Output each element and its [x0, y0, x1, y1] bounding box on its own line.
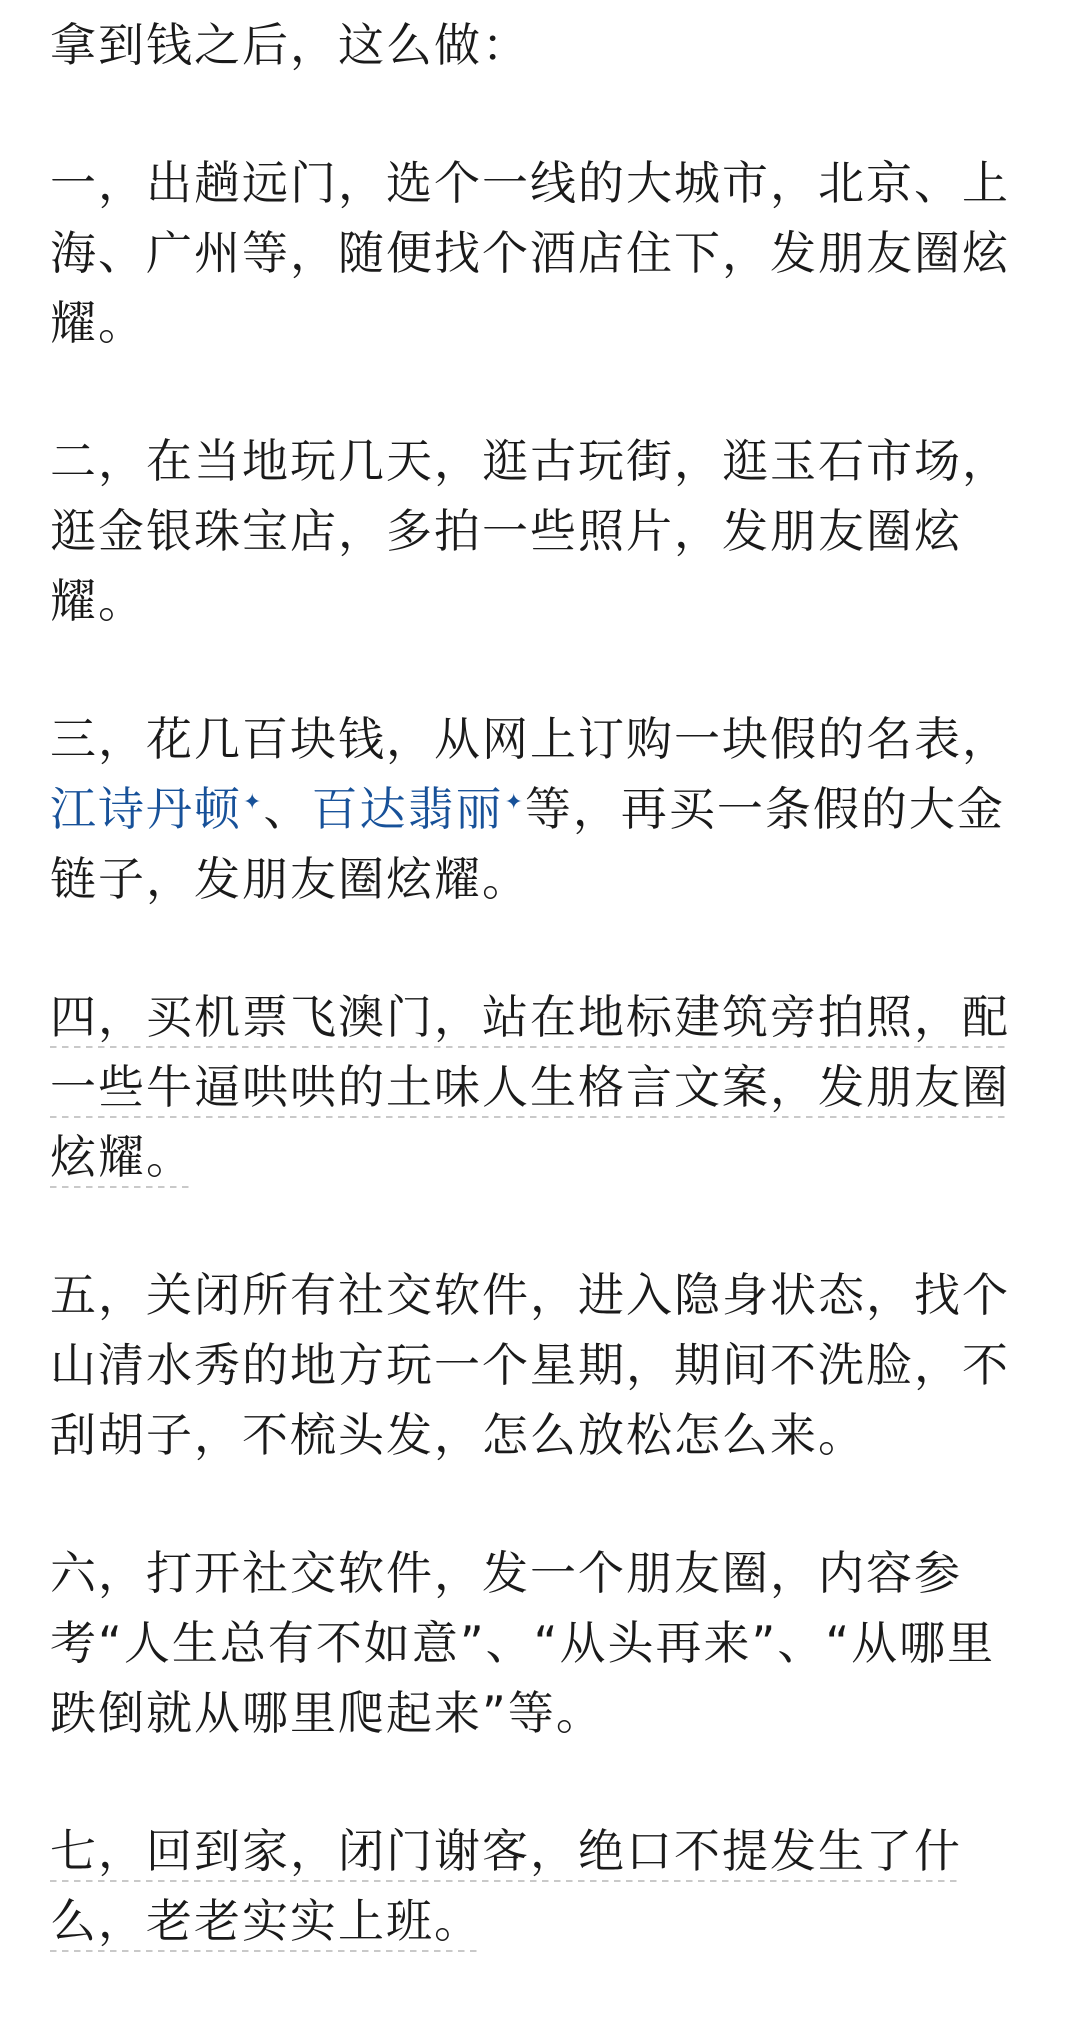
paragraph-step-3-text-before: 三，花几百块钱，从网上订购一块假的名表， — [50, 712, 1010, 766]
entity-link-vacheron-constantin[interactable] — [50, 782, 263, 836]
sparkle-icon: ✦ — [504, 789, 525, 815]
sparkle-icon: ✦ — [243, 789, 264, 815]
entity-link-patek-philippe[interactable] — [311, 782, 524, 836]
paragraph-step-2: 二，在当地玩几天，逛古玩街，逛玉石市场，逛金银珠宝店，多拍一些照片，发朋友圈炫耀。 — [50, 434, 1010, 628]
paragraph-step-3-text-after: 等，再买一条假的大金链子，发朋友圈炫耀。 — [50, 782, 1005, 906]
entity-link-label: 百达翡丽 — [311, 782, 504, 836]
paragraph-step-5: 五，关闭所有社交软件，进入隐身状态，找个山清水秀的地方玩一个星期，期间不洗脸，不刮胡子，不梳头发，怎么放松怎么来。 — [50, 1268, 1010, 1462]
paragraph-step-3 — [50, 704, 1030, 914]
paragraph-step-7 — [50, 1816, 1030, 1956]
intro-paragraph: 拿到钱之后，这么做： — [50, 18, 530, 72]
entity-link-label: 江诗丹顿 — [50, 782, 242, 836]
paragraph-step-4 — [50, 982, 1030, 1192]
separator-text: 、 — [263, 782, 312, 836]
paragraph-step-1: 一，出趟远门，选个一线的大城市，北京、上海、广州等，随便找个酒店住下，发朋友圈炫耀。 — [50, 156, 1010, 350]
highlighted-text-step-4[interactable]: 四，买机票飞澳门，站在地标建筑旁拍照，配一些牛逼哄哄的土味人生格言文案，发朋友圈炫耀。 — [50, 990, 1010, 1188]
highlighted-text-step-7[interactable]: 七，回到家，闭门谢客，绝口不提发生了什么，老老实实上班。 — [50, 1824, 962, 1952]
paragraph-step-6: 六，打开社交软件，发一个朋友圈，内容参考“人生总有不如意”、“从头再来”、“从哪里跌倒就从哪里爬起来”等。 — [50, 1546, 996, 1740]
